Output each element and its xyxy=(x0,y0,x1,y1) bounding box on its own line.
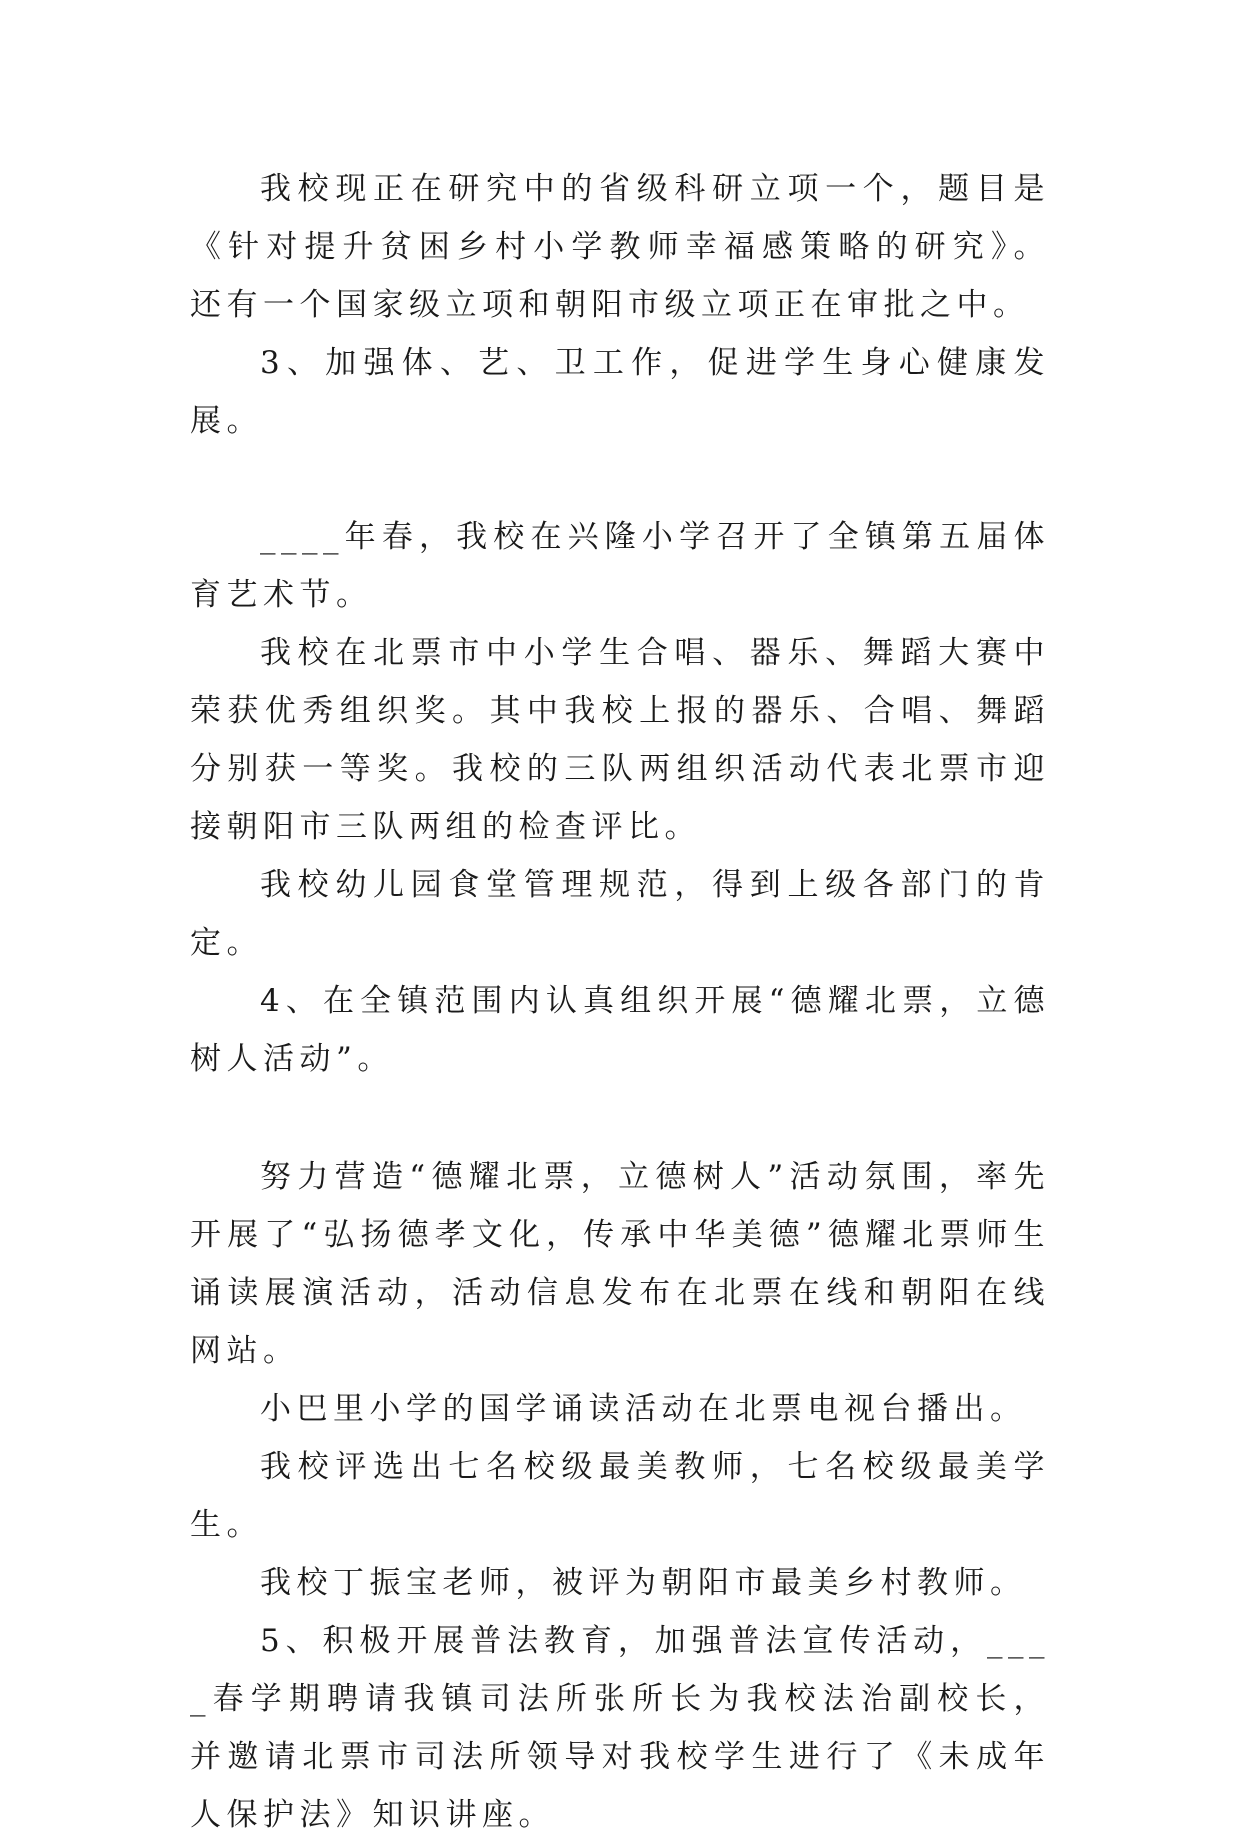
paragraph-best-teachers-students: 我校评选出七名校级最美教师，七名校级最美学生。 xyxy=(190,1449,1050,1543)
paragraph-research-project: 我校现正在研究中的省级科研立项一个，题目是《针对提升贫困乡村小学教师幸福感策略的研究》。还有一个国家级立项和朝阳市级立项正在审批之中。 xyxy=(190,171,1050,323)
paragraph-kindergarten-canteen: 我校幼儿园食堂管理规范，得到上级各部门的肯定。 xyxy=(190,867,1050,961)
paragraph-spacer xyxy=(190,450,1050,508)
paragraph-rural-teacher-award: 我校丁振宝老师，被评为朝阳市最美乡村教师。 xyxy=(260,1565,1027,1601)
paragraph-activity-atmosphere: 努力营造“德耀北票，立德树人”活动氛围，率先开展了“弘扬德孝文化，传承中华美德”德耀北票师生诵读展演活动，活动信息发布在北票在线和朝阳在线网站。 xyxy=(190,1159,1050,1369)
paragraph-tv-broadcast: 小巴里小学的国学诵读活动在北票电视台播出。 xyxy=(260,1391,1027,1427)
paragraph-section-5-legal-education: 5、积极开展普法教育，加强普法宣传活动，____春学期聘请我镇司法所张所长为我校法治副校长，并邀请北票市司法所领导对我校学生进行了《未成年人保护法》知识讲座。 xyxy=(190,1623,1050,1833)
paragraph-spacer xyxy=(190,1088,1050,1148)
paragraph-sports-art-festival: ____年春，我校在兴隆小学召开了全镇第五届体育艺术节。 xyxy=(190,519,1050,613)
document-page xyxy=(190,160,1050,1844)
paragraph-section-3-heading: 3、加强体、艺、卫工作，促进学生身心健康发展。 xyxy=(190,345,1050,439)
paragraph-competition-awards: 我校在北票市中小学生合唱、器乐、舞蹈大赛中荣获优秀组织奖。其中我校上报的器乐、合唱、舞蹈分别获一等奖。我校的三队两组织活动代表北票市迎接朝阳市三队两组的检查评比。 xyxy=(190,635,1050,845)
paragraph-section-4-heading: 4、在全镇范围内认真组织开展“德耀北票，立德树人活动”。 xyxy=(190,983,1050,1077)
